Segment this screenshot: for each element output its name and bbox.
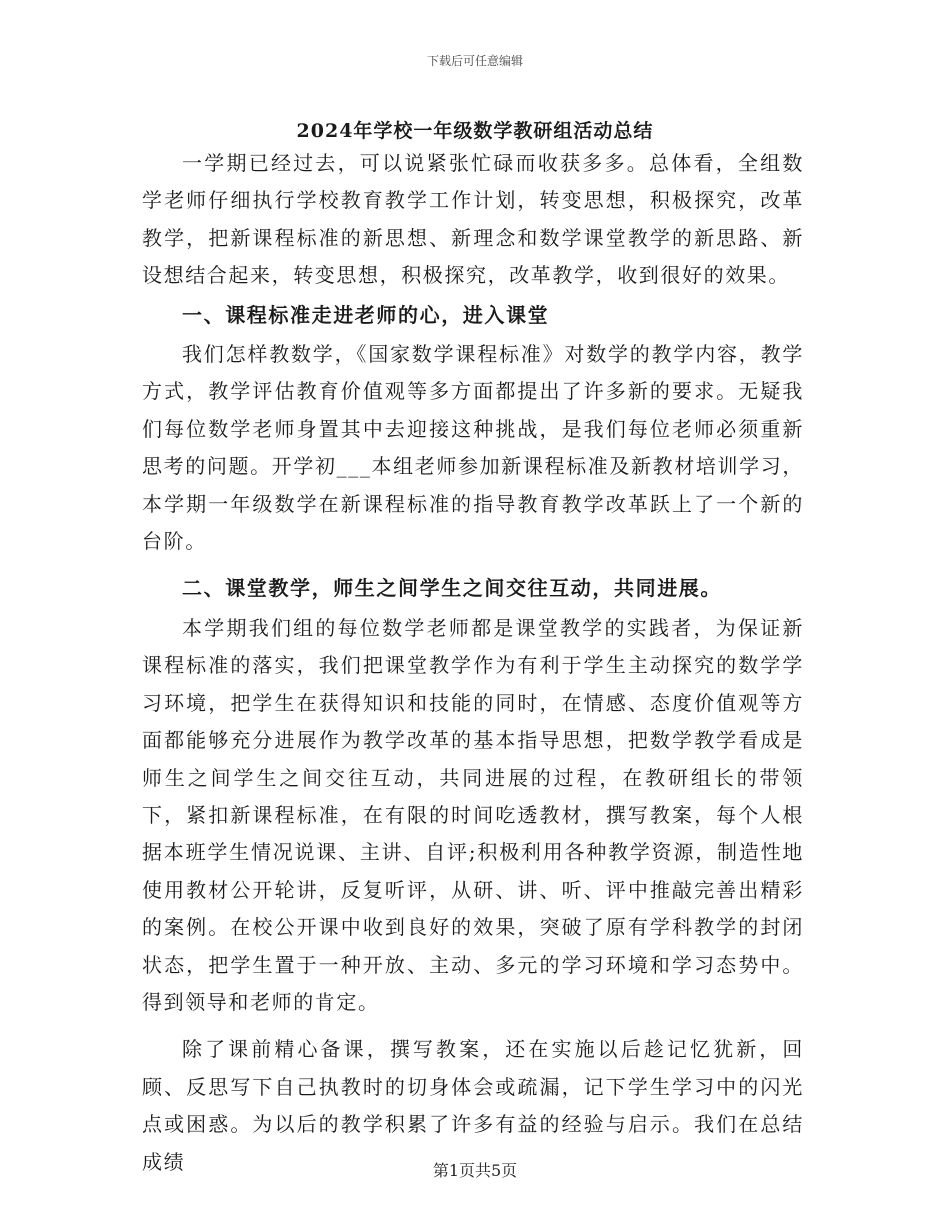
body-paragraph-section-2: 本学期我们组的每位数学老师都是课堂教学的实践者，为保证新课程标准的落实，我们把课堂教学作为有利于学生主动探究的数学学习环境，把学生在获得知识和技能的同时，在情感、态度价值观等方面都能够充分进展作为教学改革的基本指导思想，把数学教学看成是师生之间学生之间交往互动，共同进展的过程，在教研组长的带领下，紧扣新课程标准，在有限的时间吃透教材，撰写教案，每个人根据本班学生情况说课、主讲、自评;积极利用各种教学资源，制造性地使用教材公开轮讲，反复听评，从研、讲、听、评中推敲完善出精彩的案例。在校公开课中收到良好的效果，突破了原有学科教学的封闭状态，把学生置于一种开放、主动、多元的学习环境和学习态势中。得到领导和老师的肯定。: [142, 615, 804, 1014]
page-header-note: 下载后可任意编辑: [426, 54, 523, 68]
body-paragraph-reflection: 除了课前精心备课，撰写教案，还在实施以后趁记忆犹新，回顾、反思写下自己执教时的切身体会或疏漏，记下学生学习中的闪光点或困惑。为以后的教学积累了许多有益的经验与启示。我们在总结成绩: [142, 1037, 804, 1174]
section-heading-2: 二、课堂教学，师生之间学生之间交往互动，共同进展。: [182, 576, 722, 601]
body-paragraph-intro: 一学期已经过去，可以说紧张忙碌而收获多多。总体看，全组数学老师仔细执行学校教育教学工作计划，转变思想，积极探究，改革教学，把新课程标准的新思想、新理念和数学课堂教学的新思路、新设想结合起来，转变思想，积极探究，改革教学，收到很好的效果。: [142, 151, 804, 288]
section-heading-1: 一、课程标准走进老师的心，进入课堂: [182, 302, 550, 327]
page-number: 第1页共5页: [432, 1161, 518, 1180]
body-paragraph-section-1: 我们怎样教数学，《国家数学课程标准》对数学的教学内容，教学方式，教学评估教育价值观等多方面都提出了许多新的要求。无疑我们每位数学老师身置其中去迎接这种挑战，是我们每位老师必须重新思考的问题。开学初___本组老师参加新课程标准及新教材培训学习，本学期一年级数学在新课程标准的指导教育教学改革跃上了一个新的台阶。: [142, 342, 804, 554]
document-title: 2024年学校一年级数学教研组活动总结: [296, 120, 654, 142]
document-body: [142, 145, 804, 1181]
